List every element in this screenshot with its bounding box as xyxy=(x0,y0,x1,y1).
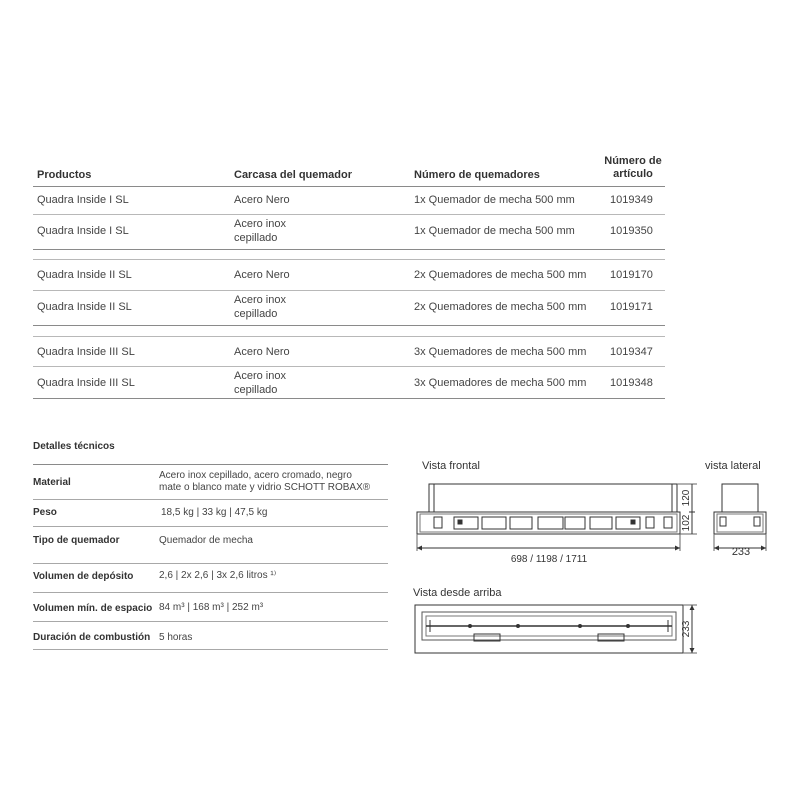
table-bottom-rule xyxy=(33,398,665,399)
row-2-article: 1019350 xyxy=(610,225,653,237)
row-5-housing: Acero Nero xyxy=(234,346,290,358)
group-divider xyxy=(33,259,665,260)
row-4-burners: 2x Quemadores de mecha 500 mm xyxy=(414,301,587,313)
detail-label-burner-type: Tipo de quemador xyxy=(33,535,120,546)
row-divider xyxy=(33,290,665,291)
front-width-dimension: 698 / 1198 / 1711 xyxy=(510,554,588,565)
table-header-rule xyxy=(33,186,665,187)
row-6-product: Quadra Inside III SL xyxy=(37,377,135,389)
details-row-rule xyxy=(33,563,388,564)
top-depth-dimension: 233 xyxy=(681,620,692,638)
front-view-drawing xyxy=(410,478,700,568)
row-6-article: 1019348 xyxy=(610,377,653,389)
details-top-rule xyxy=(33,464,388,465)
row-2-product: Quadra Inside I SL xyxy=(37,225,129,237)
front-height-upper-dimension: 120 xyxy=(681,489,692,507)
group-divider xyxy=(33,249,665,250)
header-burners: Número de quemadores xyxy=(414,169,540,181)
detail-label-weight: Peso xyxy=(33,507,57,518)
group-divider xyxy=(33,325,665,326)
row-4-housing-line1: Acero inox xyxy=(234,294,286,306)
side-view-title: vista lateral xyxy=(705,460,761,472)
detail-value-tank-volume: 2,6 | 2x 2,6 | 3x 2,6 litros ¹⁾ xyxy=(159,570,277,581)
row-5-article: 1019347 xyxy=(610,346,653,358)
header-article-line2: artículo xyxy=(613,168,653,180)
details-row-rule xyxy=(33,499,388,500)
detail-value-weight: 18,5 kg | 33 kg | 47,5 kg xyxy=(161,507,268,518)
row-6-housing-line1: Acero inox xyxy=(234,370,286,382)
header-product: Productos xyxy=(37,169,92,181)
side-width-dimension: 233 xyxy=(731,546,751,558)
row-divider xyxy=(33,366,665,367)
details-row-rule xyxy=(33,592,388,593)
row-3-product: Quadra Inside II SL xyxy=(37,269,132,281)
row-4-housing-line2: cepillado xyxy=(234,308,278,320)
side-view-drawing xyxy=(705,478,775,558)
row-5-product: Quadra Inside III SL xyxy=(37,346,135,358)
row-4-article: 1019171 xyxy=(610,301,653,313)
details-row-rule xyxy=(33,621,388,622)
row-1-article: 1019349 xyxy=(610,194,653,206)
detail-value-burn-duration: 5 horas xyxy=(159,632,193,643)
row-6-housing-line2: cepillado xyxy=(234,384,278,396)
top-view-title: Vista desde arriba xyxy=(413,587,502,599)
row-5-burners: 3x Quemadores de mecha 500 mm xyxy=(414,346,587,358)
row-6-burners: 3x Quemadores de mecha 500 mm xyxy=(414,377,587,389)
detail-value-burner-type: Quemador de mecha xyxy=(159,535,253,546)
header-article-line1: Número de xyxy=(604,155,662,167)
side-housing xyxy=(714,512,766,534)
detail-value-min-room-volume: 84 m³ | 168 m³ | 252 m³ xyxy=(159,602,264,613)
row-1-burners: 1x Quemador de mecha 500 mm xyxy=(414,194,575,206)
details-title: Detalles técnicos xyxy=(33,441,115,452)
detail-value-material-line2: mate o blanco mate y vidrio SCHOTT ROBAX® xyxy=(159,482,371,493)
row-4-product: Quadra Inside II SL xyxy=(37,301,132,313)
details-bottom-rule xyxy=(33,649,388,650)
front-glass-box xyxy=(429,484,677,512)
row-2-housing-line2: cepillado xyxy=(234,232,278,244)
front-height-lower-dimension: 102 xyxy=(681,514,692,532)
detail-value-material-line1: Acero inox cepillado, acero cromado, negro xyxy=(159,470,352,481)
row-divider xyxy=(33,214,665,215)
details-row-rule xyxy=(33,526,388,527)
side-glass-box xyxy=(722,484,758,512)
row-3-burners: 2x Quemadores de mecha 500 mm xyxy=(414,269,587,281)
front-housing xyxy=(417,512,680,534)
detail-label-burn-duration: Duración de combustión xyxy=(33,632,151,643)
row-1-housing: Acero Nero xyxy=(234,194,290,206)
row-3-housing: Acero Nero xyxy=(234,269,290,281)
detail-label-min-room-volume: Volumen mín. de espacio xyxy=(33,603,153,614)
row-3-article: 1019170 xyxy=(610,269,653,281)
header-housing: Carcasa del quemador xyxy=(234,169,352,181)
group-divider xyxy=(33,336,665,337)
detail-label-material: Material xyxy=(33,477,71,488)
row-1-product: Quadra Inside I SL xyxy=(37,194,129,206)
front-view-title: Vista frontal xyxy=(422,460,480,472)
detail-label-tank-volume: Volumen de depósito xyxy=(33,571,134,582)
top-view-drawing xyxy=(410,600,700,660)
row-2-burners: 1x Quemador de mecha 500 mm xyxy=(414,225,575,237)
row-2-housing-line1: Acero inox xyxy=(234,218,286,230)
